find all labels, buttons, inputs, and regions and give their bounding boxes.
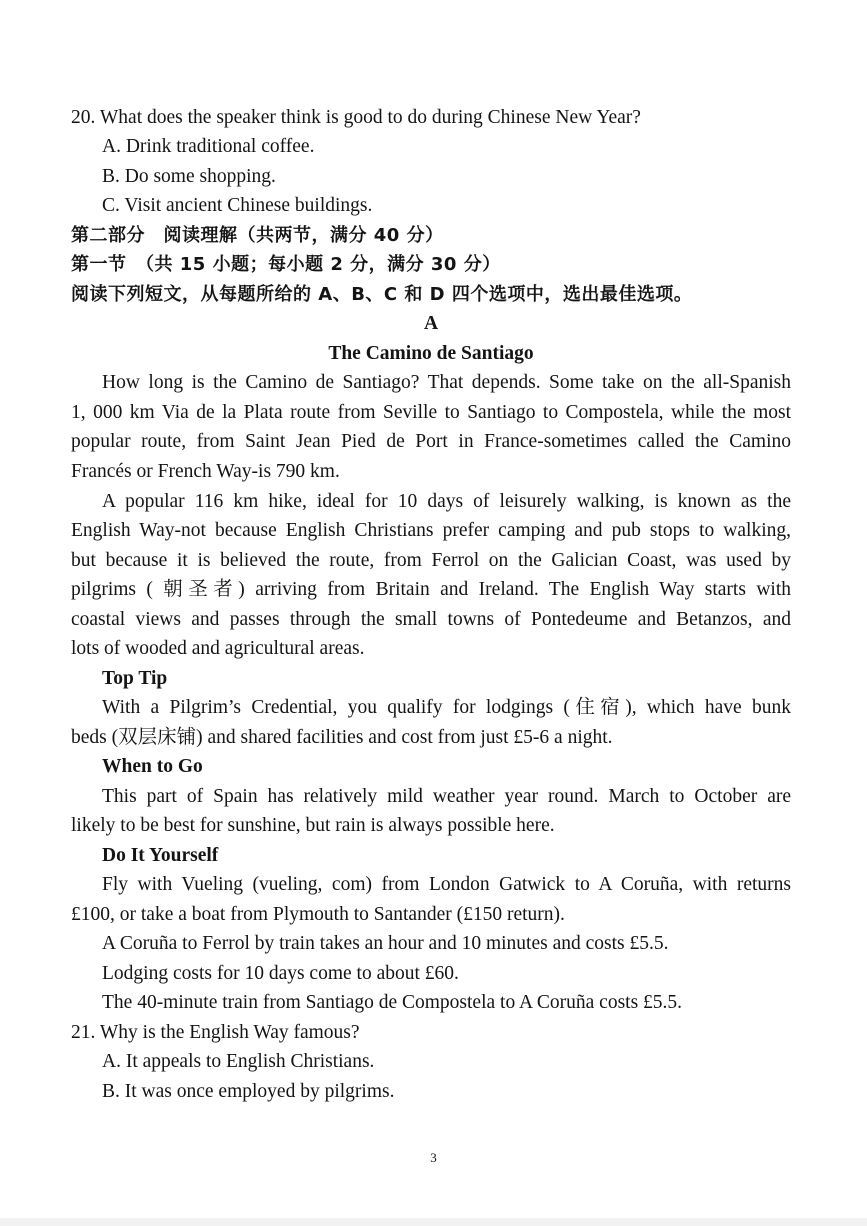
paragraph-1-line: How long is the Camino de Santiago? That depends. Some take on the all-Spanish [102,372,791,393]
when-to-go-heading: When to Go [102,756,203,777]
paragraph-2-line: English Way-not because English Christians prefer camping and pub stops to walking, [71,520,791,541]
paragraph-1-line: 1, 000 km Via de la Plata route from Seville to Santiago to Compostela, while the most [71,402,791,423]
page-number: 3 [430,1150,437,1165]
paragraph-2-line: pilgrims ( 朝圣者) arriving from Britain and Ireland. The English Way starts with [71,579,791,600]
paragraph-2-line: coastal views and passes through the small towns of Pontedeume and Betanzos, and [71,609,791,630]
do-it-yourself-line: A Coruña to Ferrol by train takes an hour and 10 minutes and costs £5.5. [102,933,669,954]
paragraph-1-line: popular route, from Saint Jean Pied de Port in France-sometimes called the Camino [71,431,791,452]
when-to-go-line: This part of Spain has relatively mild weather year round. March to October are [102,786,791,807]
paragraph-1-line: Francés or French Way-is 790 km. [71,461,340,482]
question-20-option-c: C. Visit ancient Chinese buildings. [102,195,373,216]
do-it-yourself-line: The 40-minute train from Santiago de Compostela to A Coruña costs £5.5. [102,992,683,1013]
passage-label: A [423,313,439,334]
question-20-option-b: B. Do some shopping. [102,166,276,187]
question-21-stem: 21. Why is the English Way famous? [71,1022,360,1043]
section-heading-part-one: 第一节 （共 15 小题；每小题 2 分，满分 30 分） [71,254,501,275]
question-20-stem: 20. What does the speaker think is good to do during Chinese New Year? [71,107,641,128]
paragraph-2-line: lots of wooded and agricultural areas. [71,638,365,659]
scan-bottom-edge [0,1218,867,1226]
do-it-yourself-line: Lodging costs for 10 days come to about £60. [102,963,459,984]
question-20-option-a: A. Drink traditional coffee. [102,136,315,157]
question-21-option-a: A. It appeals to English Christians. [102,1051,375,1072]
do-it-yourself-heading: Do It Yourself [102,845,219,866]
top-tip-line: beds (双层床铺) and shared facilities and cost from just £5-6 a night. [71,727,613,748]
top-tip-line: With a Pilgrim’s Credential, you qualify for lodgings (住宿), which have bunk [102,697,791,718]
reading-instructions: 阅读下列短文，从每题所给的 A、B、C 和 D 四个选项中，选出最佳选项。 [71,284,693,305]
top-tip-heading: Top Tip [102,668,168,689]
do-it-yourself-line: Fly with Vueling (vueling, com) from London Gatwick to A Coruña, with returns [102,874,791,895]
when-to-go-line: likely to be best for sunshine, but rain is always possible here. [71,815,555,836]
paragraph-2-line: A popular 116 km hike, ideal for 10 days of leisurely walking, is known as the [102,491,791,512]
question-21-option-b: B. It was once employed by pilgrims. [102,1081,395,1102]
do-it-yourself-line: £100, or take a boat from Plymouth to Santander (£150 return). [71,904,565,925]
passage-title: The Camino de Santiago [328,343,534,364]
section-heading-part-two: 第二部分 阅读理解（共两节，满分 40 分） [71,225,444,246]
paragraph-2-line: but because it is believed the route, from Ferrol on the Galician Coast, was used by [71,550,791,571]
